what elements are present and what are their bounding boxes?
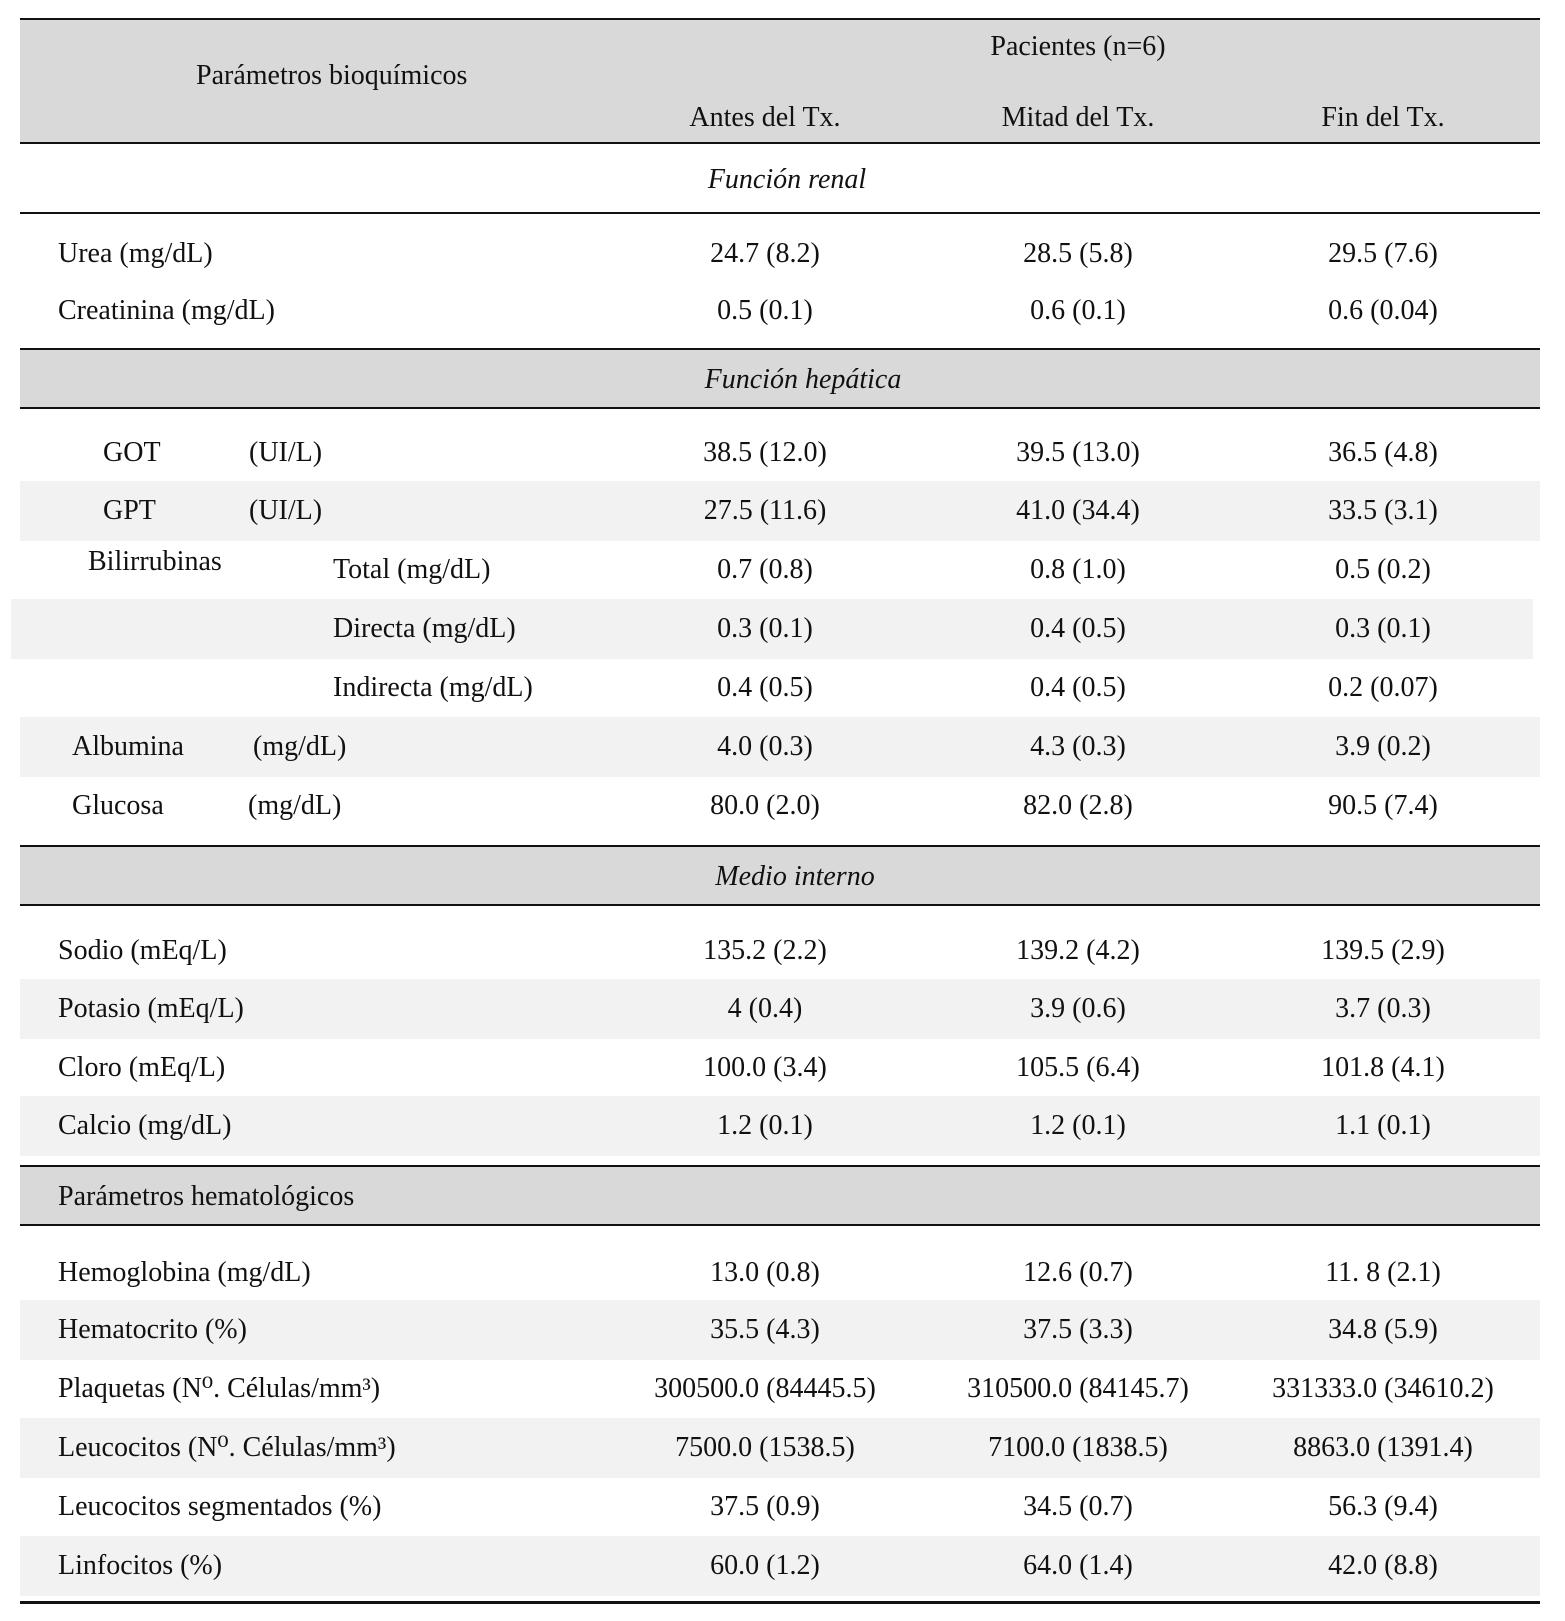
row-label: Potasio (mEq/L) <box>58 993 244 1024</box>
row-value: 37.5 (3.3) <box>1023 1314 1133 1345</box>
divider <box>20 1224 1540 1226</box>
divider <box>20 904 1540 906</box>
row-value: 300500.0 (84445.5) <box>654 1373 876 1404</box>
row-value: 4.3 (0.3) <box>1030 731 1126 762</box>
row-value: 11. 8 (2.1) <box>1325 1257 1441 1288</box>
row-value: 34.8 (5.9) <box>1328 1314 1438 1345</box>
row-label: GOT <box>103 437 161 468</box>
table-bottom-border <box>20 1603 1540 1604</box>
row-value: 7100.0 (1838.5) <box>988 1432 1168 1463</box>
row-label: Urea (mg/dL) <box>58 238 213 269</box>
divider <box>20 18 1540 20</box>
row-value: 12.6 (0.7) <box>1023 1257 1133 1288</box>
row-value: 0.6 (0.1) <box>1030 295 1126 326</box>
row-unit: (mg/dL) <box>253 731 347 762</box>
row-group-label: Bilirrubinas <box>88 546 222 577</box>
row-value: 135.2 (2.2) <box>703 935 827 966</box>
row-value: 0.7 (0.8) <box>717 554 813 585</box>
row-unit: (UI/L) <box>249 495 323 526</box>
row-label: Linfocitos (%) <box>58 1550 223 1581</box>
row-value: 3.9 (0.2) <box>1335 731 1431 762</box>
patients-header: Pacientes (n=6) <box>990 31 1166 62</box>
row-value: 100.0 (3.4) <box>703 1052 827 1083</box>
row-label: Plaquetas (N⁰. Células/mm³) <box>58 1373 381 1404</box>
row-label: Glucosa <box>72 790 164 821</box>
divider <box>20 407 1540 409</box>
row-label: Albumina <box>72 731 184 762</box>
row-value: 310500.0 (84145.7) <box>967 1373 1189 1404</box>
row-label: Creatinina (mg/dL) <box>58 295 275 326</box>
divider <box>20 1165 1540 1167</box>
row-value: 3.9 (0.6) <box>1030 993 1126 1024</box>
row-value: 4.0 (0.3) <box>717 731 813 762</box>
row-value: 60.0 (1.2) <box>710 1550 820 1581</box>
row-value: 0.2 (0.07) <box>1328 672 1438 703</box>
parameters-header: Parámetros bioquímicos <box>196 60 468 91</box>
row-label: Leucocitos (N⁰. Células/mm³) <box>58 1432 396 1463</box>
row-value: 8863.0 (1391.4) <box>1293 1432 1473 1463</box>
row-sublabel: Directa (mg/dL) <box>333 613 516 644</box>
row-label: Cloro (mEq/L) <box>58 1052 226 1083</box>
column-header-before: Antes del Tx. <box>689 102 841 133</box>
row-value: 34.5 (0.7) <box>1023 1491 1133 1522</box>
row-value: 42.0 (8.8) <box>1328 1550 1438 1581</box>
row-label: Hemoglobina (mg/dL) <box>58 1257 311 1288</box>
row-value: 29.5 (7.6) <box>1328 238 1438 269</box>
row-value: 105.5 (6.4) <box>1016 1052 1140 1083</box>
row-value: 64.0 (1.4) <box>1023 1550 1133 1581</box>
row-label: Leucocitos segmentados (%) <box>58 1491 382 1522</box>
column-header-middle: Mitad del Tx. <box>1001 102 1155 133</box>
row-value: 4 (0.4) <box>727 993 803 1024</box>
row-value: 0.6 (0.04) <box>1328 295 1438 326</box>
row-value: 24.7 (8.2) <box>710 238 820 269</box>
section-title: Parámetros hematológicos <box>58 1181 355 1212</box>
row-value: 39.5 (13.0) <box>1016 437 1140 468</box>
row-value: 13.0 (0.8) <box>710 1257 820 1288</box>
row-value: 38.5 (12.0) <box>703 437 827 468</box>
row-value: 41.0 (34.4) <box>1016 495 1140 526</box>
section-title: Medio interno <box>715 861 875 892</box>
row-unit: (mg/dL) <box>248 790 342 821</box>
row-value: 331333.0 (34610.2) <box>1272 1373 1494 1404</box>
divider <box>20 348 1540 350</box>
row-value: 90.5 (7.4) <box>1328 790 1438 821</box>
section-title: Función renal <box>707 164 867 195</box>
row-label: Sodio (mEq/L) <box>58 935 227 966</box>
row-value: 139.5 (2.9) <box>1321 935 1445 966</box>
row-value: 0.4 (0.5) <box>1030 672 1126 703</box>
row-label: GPT <box>103 495 156 526</box>
row-value: 35.5 (4.3) <box>710 1314 820 1345</box>
row-sublabel: Indirecta (mg/dL) <box>333 672 533 703</box>
row-value: 1.2 (0.1) <box>717 1110 813 1141</box>
row-label: Calcio (mg/dL) <box>58 1110 232 1141</box>
row-value: 1.2 (0.1) <box>1030 1110 1126 1141</box>
row-value: 28.5 (5.8) <box>1023 238 1133 269</box>
row-value: 56.3 (9.4) <box>1328 1491 1438 1522</box>
row-value: 37.5 (0.9) <box>710 1491 820 1522</box>
divider <box>20 845 1540 847</box>
row-value: 0.3 (0.1) <box>1335 613 1431 644</box>
row-value: 0.3 (0.1) <box>717 613 813 644</box>
row-value: 0.5 (0.1) <box>717 295 813 326</box>
section-title: Función hepática <box>704 364 902 395</box>
row-value: 36.5 (4.8) <box>1328 437 1438 468</box>
row-value: 3.7 (0.3) <box>1335 993 1431 1024</box>
row-value: 7500.0 (1538.5) <box>675 1432 855 1463</box>
row-value: 0.4 (0.5) <box>1030 613 1126 644</box>
row-label: Hematocrito (%) <box>58 1314 247 1345</box>
row-value: 0.4 (0.5) <box>717 672 813 703</box>
row-value: 33.5 (3.1) <box>1328 495 1438 526</box>
row-sublabel: Total (mg/dL) <box>333 554 491 585</box>
row-value: 0.5 (0.2) <box>1335 554 1431 585</box>
row-value: 82.0 (2.8) <box>1023 790 1133 821</box>
row-value: 80.0 (2.0) <box>710 790 820 821</box>
row-value: 101.8 (4.1) <box>1321 1052 1445 1083</box>
row-value: 27.5 (11.6) <box>703 495 827 526</box>
row-value: 0.8 (1.0) <box>1030 554 1126 585</box>
row-unit: (UI/L) <box>249 437 323 468</box>
column-header-end: Fin del Tx. <box>1321 102 1445 133</box>
row-value: 1.1 (0.1) <box>1335 1110 1431 1141</box>
divider <box>20 212 1540 214</box>
row-value: 139.2 (4.2) <box>1016 935 1140 966</box>
